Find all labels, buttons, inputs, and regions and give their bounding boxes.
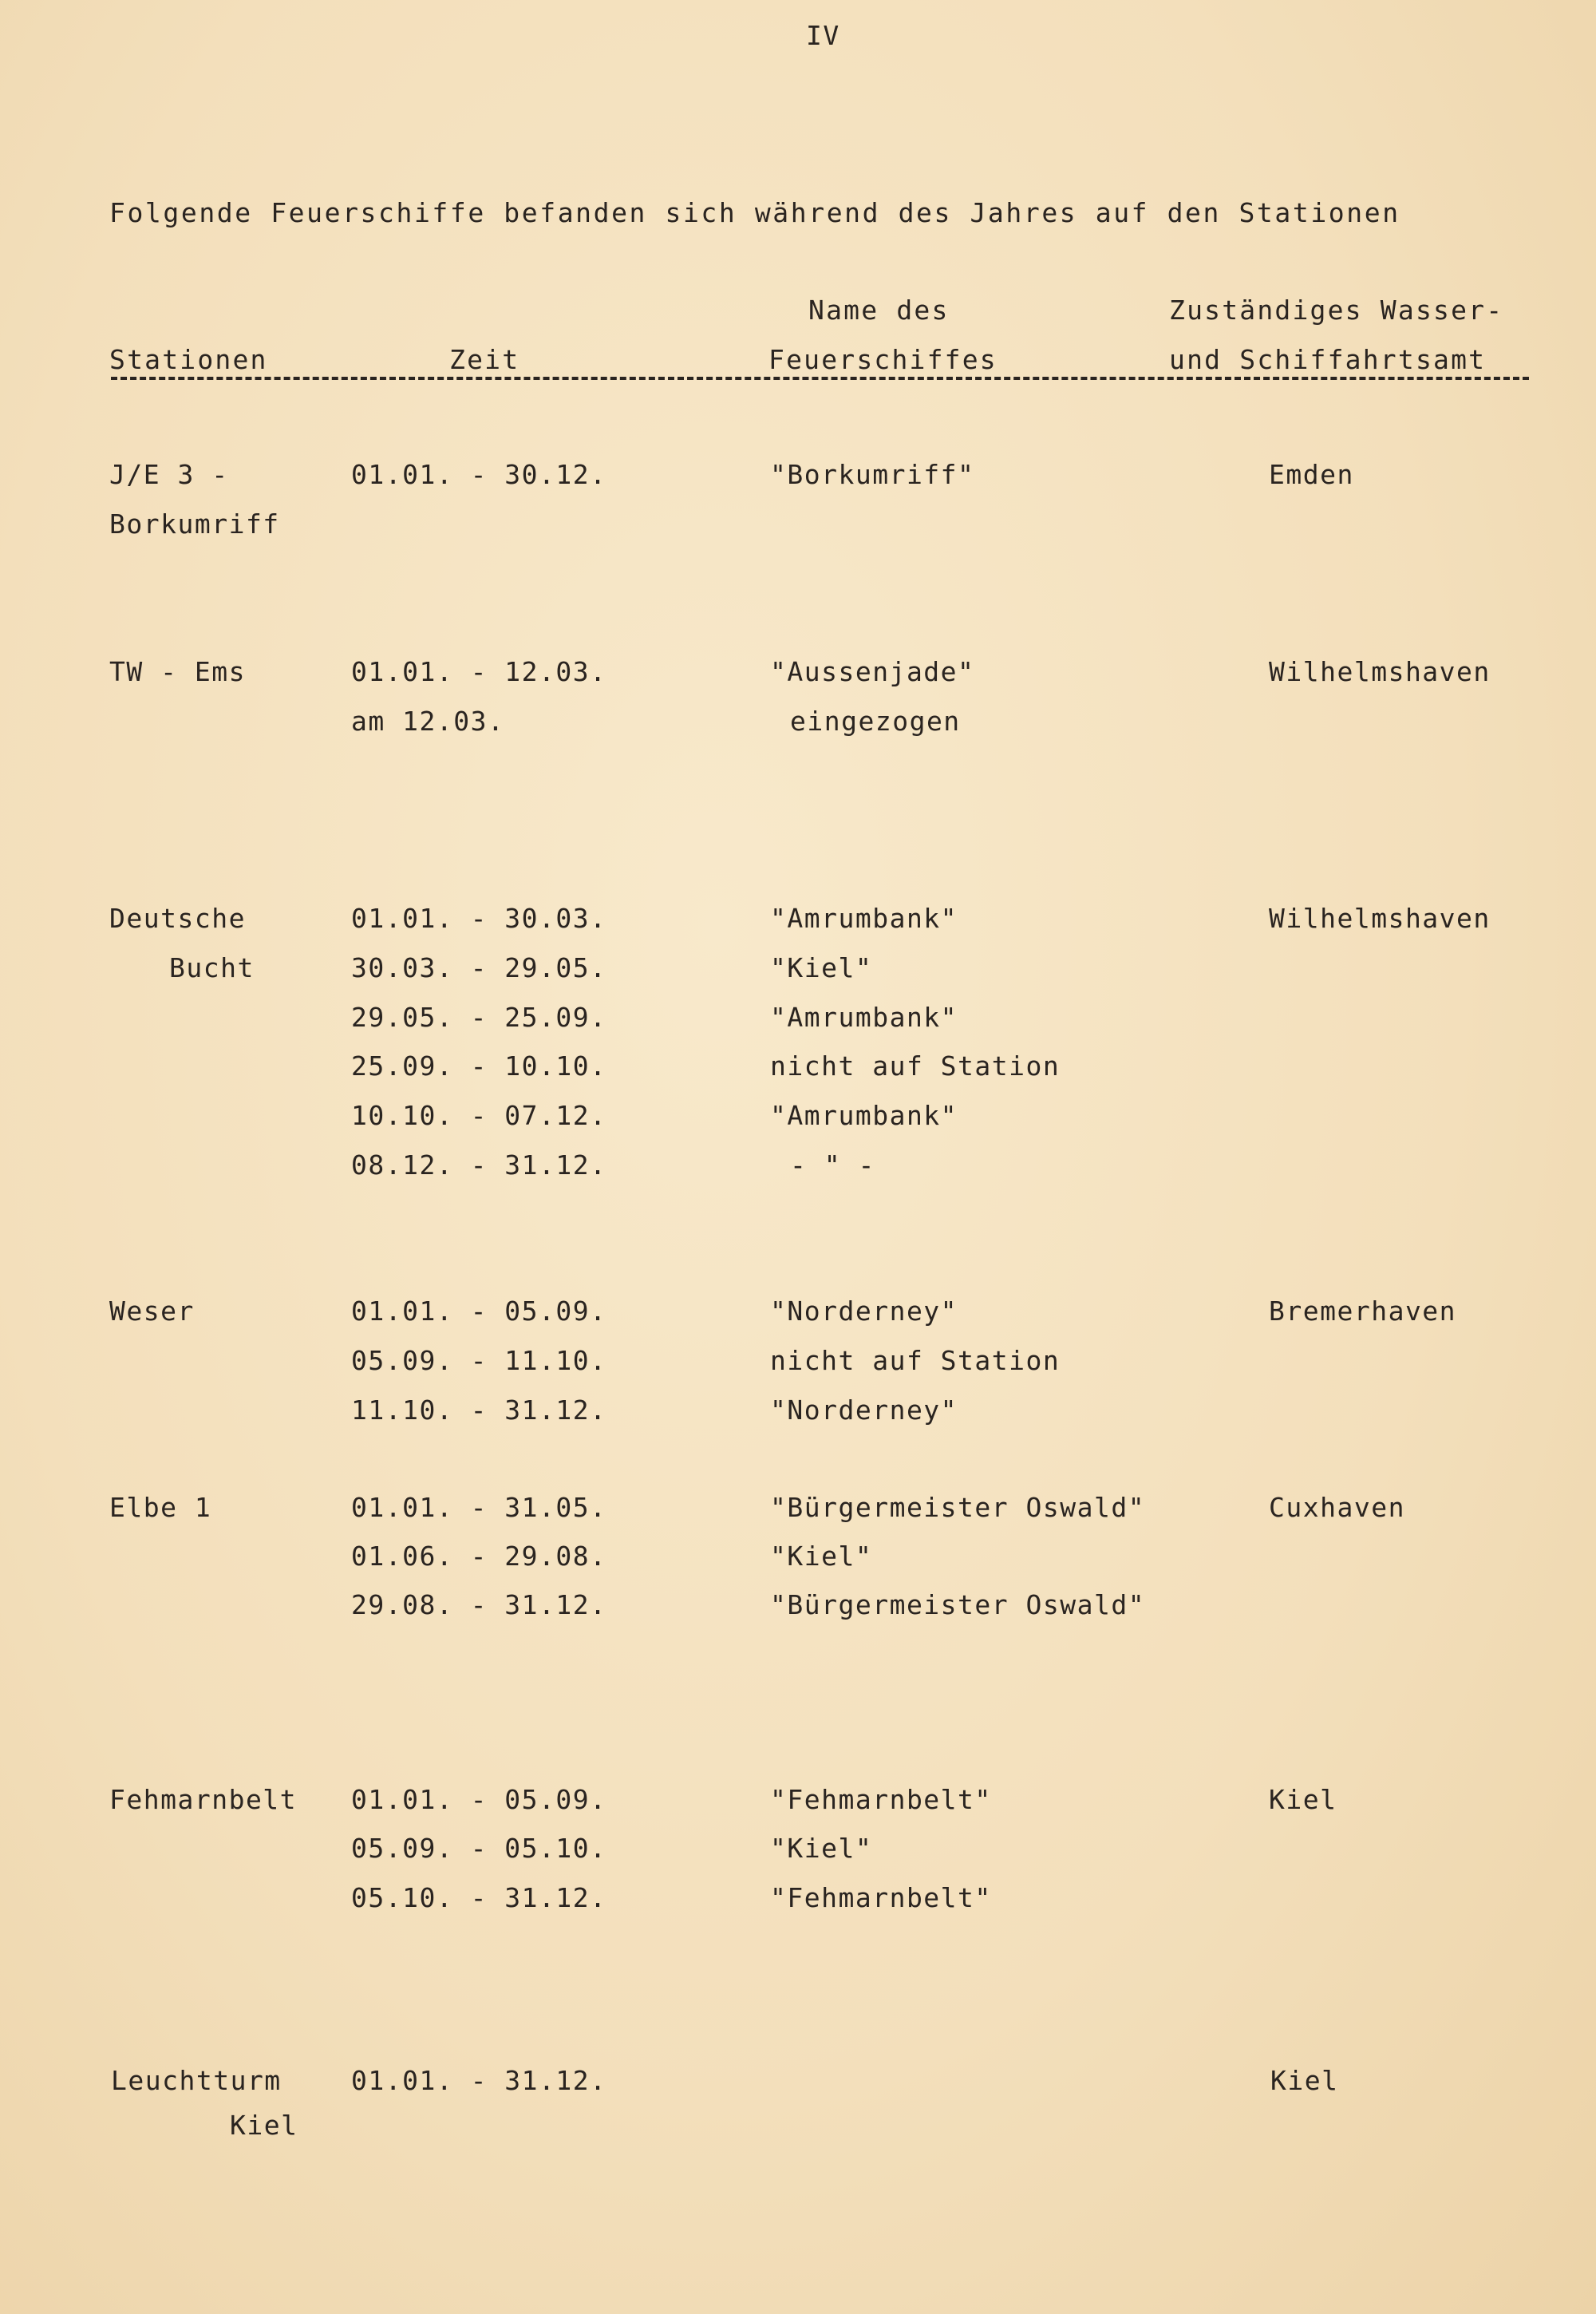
zeit-cell: 30.03. - 29.05. bbox=[351, 952, 607, 983]
station-label: Elbe 1 bbox=[109, 1492, 212, 1523]
zeit-cell: 01.01. - 31.12. bbox=[351, 2065, 607, 2096]
office-cell: Wilhelmshaven bbox=[1269, 903, 1491, 934]
intro-text: Folgende Feuerschiffe befanden sich während des Jahres auf den Stationen bbox=[109, 197, 1400, 228]
zeit-cell: 08.12. - 31.12. bbox=[351, 1149, 607, 1181]
page-number: IV bbox=[806, 20, 840, 51]
station-label: J/E 3 - bbox=[109, 459, 229, 490]
office-cell: Cuxhaven bbox=[1269, 1492, 1405, 1523]
ship-cell: "Fehmarnbelt" bbox=[770, 1882, 992, 1913]
zeit-cell: 29.08. - 31.12. bbox=[351, 1589, 607, 1620]
office-cell: Kiel bbox=[1269, 1784, 1337, 1815]
ship-cell: "Borkumriff" bbox=[770, 459, 975, 490]
zeit-cell: 01.01. - 30.03. bbox=[351, 903, 607, 934]
zeit-cell: 01.01. - 31.05. bbox=[351, 1492, 607, 1523]
zeit-cell: am 12.03. bbox=[351, 706, 505, 737]
header-name-line2: Feuerschiffes bbox=[768, 344, 998, 375]
office-cell: Kiel bbox=[1270, 2065, 1339, 2096]
zeit-cell: 01.01. - 05.09. bbox=[351, 1295, 607, 1327]
ship-cell: "Amrumbank" bbox=[770, 903, 958, 934]
station-label: Leuchtturm bbox=[111, 2065, 282, 2096]
zeit-cell: 01.01. - 30.12. bbox=[351, 459, 607, 490]
header-stationen: Stationen bbox=[109, 344, 268, 375]
station-label: Kiel bbox=[230, 2110, 298, 2141]
station-label: TW - Ems bbox=[109, 656, 246, 687]
zeit-cell: 05.09. - 05.10. bbox=[351, 1833, 607, 1864]
header-rule bbox=[111, 377, 1529, 380]
station-label: Bucht bbox=[169, 952, 255, 983]
ship-cell: "Bürgermeister Oswald" bbox=[770, 1492, 1146, 1523]
station-label: Weser bbox=[109, 1295, 195, 1327]
office-cell: Emden bbox=[1269, 459, 1354, 490]
header-zeit: Zeit bbox=[449, 344, 520, 375]
office-cell: Bremerhaven bbox=[1269, 1295, 1457, 1327]
ship-cell: - " - bbox=[790, 1149, 875, 1181]
ship-cell: "Kiel" bbox=[770, 952, 873, 983]
ship-cell: "Norderney" bbox=[770, 1394, 958, 1426]
ship-cell: "Fehmarnbelt" bbox=[770, 1784, 992, 1815]
ship-cell: eingezogen bbox=[790, 706, 961, 737]
zeit-cell: 05.10. - 31.12. bbox=[351, 1882, 607, 1913]
office-cell: Wilhelmshaven bbox=[1269, 656, 1491, 687]
ship-cell: "Bürgermeister Oswald" bbox=[770, 1589, 1146, 1620]
station-label: Deutsche bbox=[109, 903, 246, 934]
station-label: Borkumriff bbox=[109, 508, 280, 540]
zeit-cell: 10.10. - 07.12. bbox=[351, 1100, 607, 1131]
zeit-cell: 29.05. - 25.09. bbox=[351, 1002, 607, 1033]
zeit-cell: 01.01. - 05.09. bbox=[351, 1784, 607, 1815]
ship-cell: "Kiel" bbox=[770, 1541, 873, 1572]
zeit-cell: 05.09. - 11.10. bbox=[351, 1345, 607, 1376]
zeit-cell: 01.01. - 12.03. bbox=[351, 656, 607, 687]
ship-cell: "Amrumbank" bbox=[770, 1002, 958, 1033]
header-amt-line2: und Schiffahrtsamt bbox=[1169, 344, 1487, 375]
header-amt-line1: Zuständiges Wasser- bbox=[1169, 295, 1504, 326]
zeit-cell: 11.10. - 31.12. bbox=[351, 1394, 607, 1426]
ship-cell: nicht auf Station bbox=[770, 1050, 1061, 1082]
ship-cell: nicht auf Station bbox=[770, 1345, 1061, 1376]
header-name-line1: Name des bbox=[808, 295, 950, 326]
zeit-cell: 01.06. - 29.08. bbox=[351, 1541, 607, 1572]
zeit-cell: 25.09. - 10.10. bbox=[351, 1050, 607, 1082]
ship-cell: "Amrumbank" bbox=[770, 1100, 958, 1131]
station-label: Fehmarnbelt bbox=[109, 1784, 298, 1815]
ship-cell: "Kiel" bbox=[770, 1833, 873, 1864]
ship-cell: "Norderney" bbox=[770, 1295, 958, 1327]
ship-cell: "Aussenjade" bbox=[770, 656, 975, 687]
